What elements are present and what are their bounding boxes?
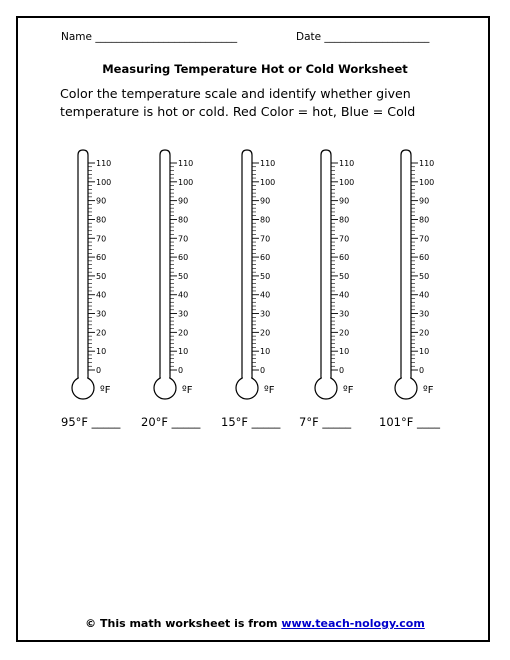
scale-label: 100 bbox=[260, 177, 276, 187]
unit-label: ºF bbox=[423, 385, 434, 396]
scale-label: 20 bbox=[96, 328, 107, 338]
name-field-label: Name ___________________________ bbox=[61, 31, 238, 43]
scale-label: 90 bbox=[178, 196, 189, 206]
answer-item: 20°F _____ bbox=[141, 415, 201, 429]
tube-joint bbox=[402, 374, 410, 384]
scale-label: 10 bbox=[96, 347, 107, 357]
footer-credit bbox=[0, 617, 510, 630]
thermometer-tube bbox=[321, 150, 331, 378]
scale-label: 20 bbox=[260, 328, 271, 338]
scale-label: 40 bbox=[419, 290, 430, 300]
scale-label: 0 bbox=[339, 366, 345, 375]
scale-label: 20 bbox=[339, 328, 350, 338]
tube-joint bbox=[161, 374, 169, 384]
scale-label: 50 bbox=[178, 271, 189, 281]
scale-label: 90 bbox=[260, 196, 271, 206]
scale-label: 80 bbox=[419, 215, 430, 225]
scale-label: 20 bbox=[178, 328, 189, 338]
scale-label: 80 bbox=[178, 215, 189, 225]
answer-item: 95°F _____ bbox=[61, 415, 121, 429]
scale-label: 10 bbox=[419, 347, 430, 357]
thermometer-tube bbox=[242, 150, 252, 378]
scale-label: 50 bbox=[260, 271, 271, 281]
scale-label: 80 bbox=[339, 215, 350, 225]
scale-label: 30 bbox=[339, 309, 350, 319]
scale-label: 50 bbox=[419, 271, 430, 281]
unit-label: ºF bbox=[343, 385, 354, 396]
answer-item: 101°F ____ bbox=[379, 415, 440, 429]
scale-label: 70 bbox=[419, 234, 430, 244]
thermometer bbox=[315, 150, 354, 399]
scale-label: 50 bbox=[96, 271, 107, 281]
thermometer bbox=[236, 150, 275, 399]
answer-item: 7°F _____ bbox=[299, 415, 352, 429]
tube-joint bbox=[79, 374, 87, 384]
scale-label: 60 bbox=[260, 253, 271, 263]
scale-label: 100 bbox=[419, 177, 435, 187]
scale-label: 10 bbox=[178, 347, 189, 357]
scale-label: 0 bbox=[260, 366, 266, 375]
scale-label: 100 bbox=[178, 177, 194, 187]
scale-label: 30 bbox=[96, 309, 107, 319]
answer-item: 15°F _____ bbox=[221, 415, 281, 429]
scale-label: 0 bbox=[419, 366, 425, 375]
thermometer bbox=[395, 150, 434, 399]
thermometer bbox=[154, 150, 193, 399]
scale-label: 20 bbox=[419, 328, 430, 338]
thermometer-tube bbox=[78, 150, 88, 378]
scale-label: 70 bbox=[260, 234, 271, 244]
scale-label: 80 bbox=[260, 215, 271, 225]
scale-label: 110 bbox=[178, 159, 194, 168]
worksheet-title: Measuring Temperature Hot or Cold Worksheet bbox=[102, 62, 408, 76]
scale-label: 100 bbox=[339, 177, 355, 187]
scale-label: 110 bbox=[260, 159, 276, 168]
instructions-text: Color the temperature scale and identify whether given temperature is hot or cold. Red Color = hot, Blue = Cold bbox=[60, 86, 416, 119]
footer-link[interactable]: www.teach-nology.com bbox=[281, 617, 425, 630]
date-field-label: Date ____________________ bbox=[296, 31, 430, 43]
scale-label: 40 bbox=[339, 290, 350, 300]
scale-label: 30 bbox=[178, 309, 189, 319]
scale-label: 70 bbox=[339, 234, 350, 244]
scale-label: 70 bbox=[96, 234, 107, 244]
scale-label: 90 bbox=[419, 196, 430, 206]
thermometer bbox=[72, 150, 111, 399]
scale-label: 100 bbox=[96, 177, 112, 187]
scale-label: 70 bbox=[178, 234, 189, 244]
scale-label: 110 bbox=[96, 159, 112, 168]
scale-label: 0 bbox=[96, 366, 102, 375]
tube-joint bbox=[322, 374, 330, 384]
scale-label: 90 bbox=[96, 196, 107, 206]
unit-label: ºF bbox=[182, 385, 193, 396]
scale-label: 60 bbox=[96, 253, 107, 263]
unit-label: ºF bbox=[264, 385, 275, 396]
scale-label: 60 bbox=[419, 253, 430, 263]
scale-label: 30 bbox=[260, 309, 271, 319]
scale-label: 30 bbox=[419, 309, 430, 319]
unit-label: ºF bbox=[100, 385, 111, 396]
thermometer-tube bbox=[401, 150, 411, 378]
scale-label: 40 bbox=[96, 290, 107, 300]
scale-label: 80 bbox=[96, 215, 107, 225]
tube-joint bbox=[243, 374, 251, 384]
scale-label: 110 bbox=[419, 159, 435, 168]
scale-label: 10 bbox=[260, 347, 271, 357]
scale-label: 0 bbox=[178, 366, 184, 375]
scale-label: 60 bbox=[178, 253, 189, 263]
thermometer-tube bbox=[160, 150, 170, 378]
scale-label: 10 bbox=[339, 347, 350, 357]
scale-label: 110 bbox=[339, 159, 355, 168]
scale-label: 40 bbox=[260, 290, 271, 300]
footer-prefix: © This math worksheet is from bbox=[85, 617, 282, 630]
scale-label: 90 bbox=[339, 196, 350, 206]
scale-label: 60 bbox=[339, 253, 350, 263]
scale-label: 50 bbox=[339, 271, 350, 281]
scale-label: 40 bbox=[178, 290, 189, 300]
